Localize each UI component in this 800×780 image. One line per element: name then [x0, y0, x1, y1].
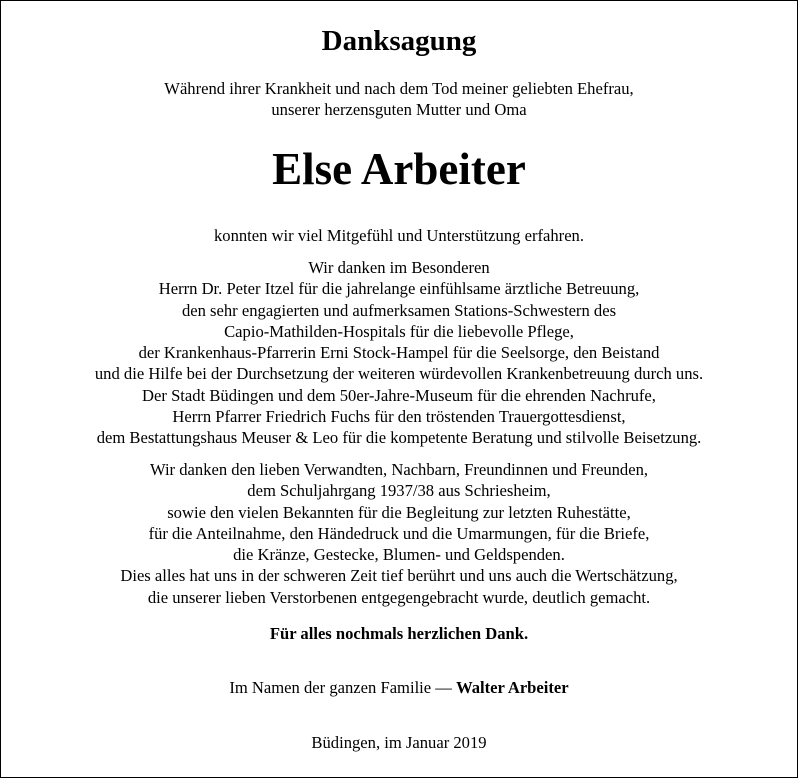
- thanks-general-line: die Kränze, Gestecke, Blumen- und Geldspenden.: [233, 545, 565, 565]
- thanks-special-line: Herrn Pfarrer Friedrich Fuchs für den tröstenden Trauergottesdienst,: [172, 407, 626, 427]
- thanks-special-line: Der Stadt Büdingen und dem 50er-Jahre-Museum für die ehrenden Nachrufe,: [142, 385, 656, 405]
- signature-name: Walter Arbeiter: [456, 678, 569, 697]
- deceased-name: Else Arbeiter: [272, 144, 526, 194]
- thanks-general-line: die unserer lieben Verstorbenen entgegengebracht wurde, deutlich gemacht.: [147, 587, 651, 607]
- closing-line: Für alles nochmals herzlichen Dank.: [269, 624, 529, 643]
- thanks-special-line: und die Hilfe bei der Durchsetzung der weiteren würdevollen Krankenbetreuung durch uns.: [94, 364, 704, 384]
- thanks-general-line: Dies alles hat uns in der schweren Zeit tief berührt und uns auch die Wertschätzung,: [120, 566, 678, 586]
- thanks-special-line: Capio-Mathilden-Hospitals für die liebevolle Pflege,: [224, 321, 574, 341]
- notice-title: Danksagung: [321, 25, 477, 57]
- thanks-general-line: für die Anteilnahme, den Händedruck und die Umarmungen, für die Briefe,: [148, 523, 650, 543]
- thanks-general-line: dem Schuljahrgang 1937/38 aus Schriesheim,: [247, 481, 551, 501]
- reason-text: konnten wir viel Mitgefühl und Unterstützung erfahren.: [213, 226, 585, 245]
- signature-line: [1, 677, 797, 698]
- intro-line: unserer herzensguten Mutter und Oma: [271, 100, 527, 120]
- place-date: Büdingen, im Januar 2019: [311, 733, 487, 752]
- thanks-special-paragraph: [1, 257, 797, 449]
- thanks-special-line: der Krankenhaus-Pfarrerin Erni Stock-Hampel für die Seelsorge, den Beistand: [138, 343, 660, 363]
- signature-prefix: Im Namen der ganzen Familie —: [229, 678, 457, 697]
- thanks-general-paragraph: [1, 459, 797, 608]
- intro-line: Während ihrer Krankheit und nach dem Tod meiner geliebten Ehefrau,: [164, 79, 634, 98]
- thanks-general-line: Wir danken den lieben Verwandten, Nachbarn, Freundinnen und Freunden,: [149, 460, 649, 479]
- thanks-special-line: Herrn Dr. Peter Itzel für die jahrelange einfühlsame ärztliche Betreuung,: [158, 279, 640, 299]
- intro-text: [1, 78, 797, 121]
- thanks-special-line: den sehr engagierten und aufmerksamen Stations-Schwestern des: [181, 300, 617, 320]
- thanks-special-line: Wir danken im Besonderen: [308, 258, 490, 277]
- thanks-special-line: dem Bestattungshaus Meuser & Leo für die kompetente Beratung und stilvolle Beisetzung.: [96, 428, 702, 448]
- thanks-general-line: sowie den vielen Bekannten für die Begleitung zur letzten Ruhestätte,: [167, 502, 631, 522]
